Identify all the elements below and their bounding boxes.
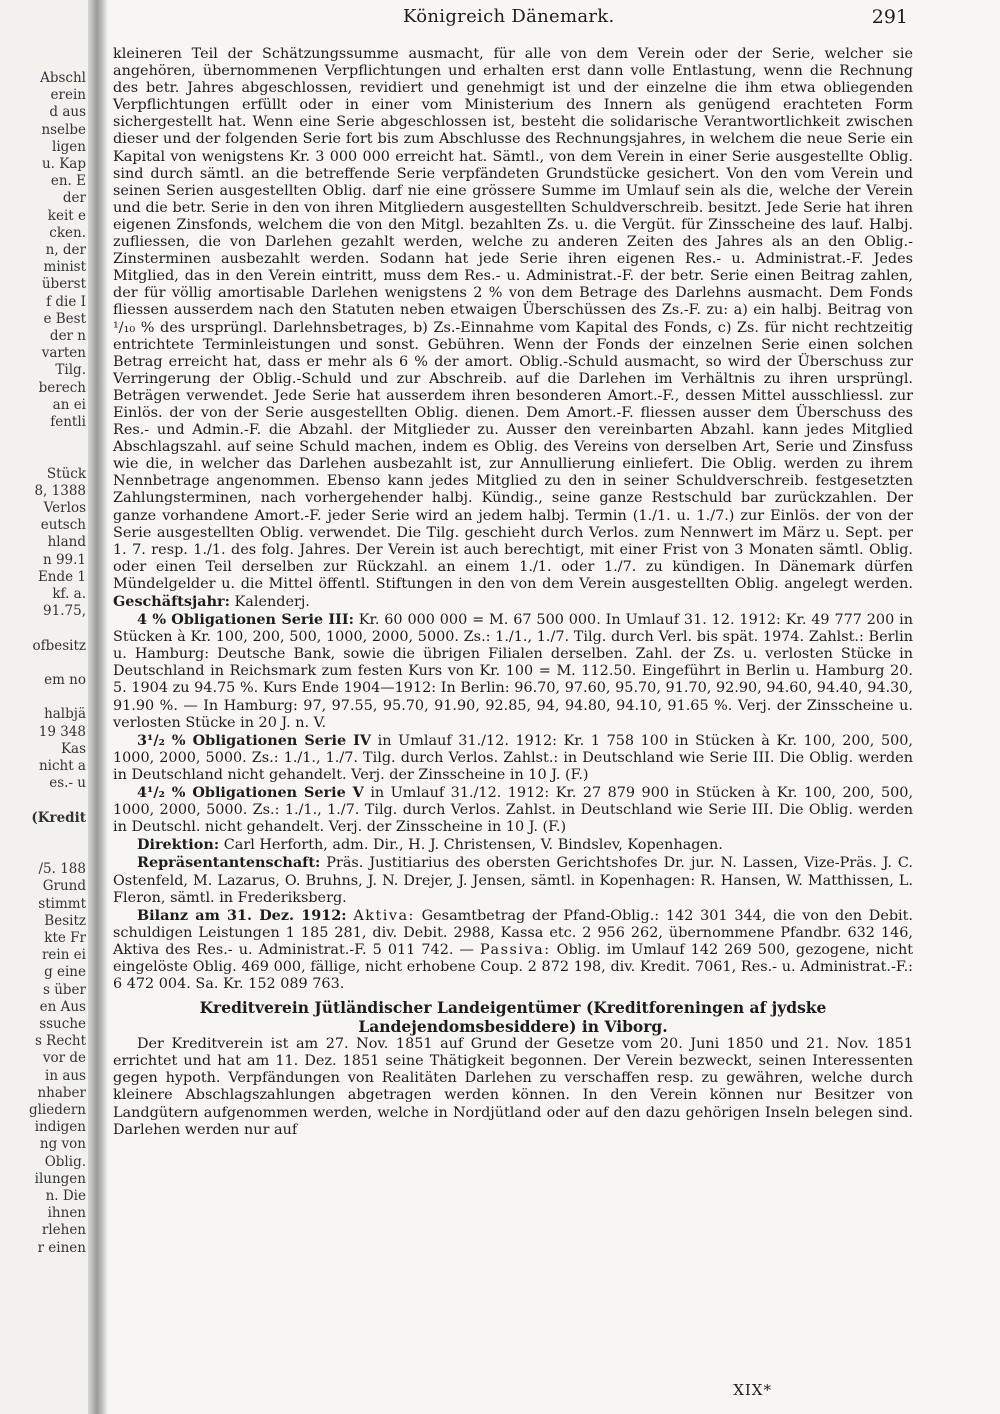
facing-page-fragment: nhaber: [37, 1084, 86, 1101]
facing-page-fragment: stimmt: [38, 895, 86, 912]
facing-page-fragment: keit e: [47, 207, 86, 224]
facing-page-fragment: kf. a.: [52, 586, 86, 602]
facing-page-fragment: gliedern: [28, 1102, 86, 1118]
facing-page-fragment: nselbe: [41, 121, 86, 138]
paragraph-bilanz: [113, 907, 913, 993]
repraesentanten-label: Repräsentantenschaft:: [137, 854, 321, 872]
bilanz-label: Bilanz am 31. Dez. 1912:: [137, 906, 347, 924]
facing-page-fragment: n 99.1: [42, 551, 86, 568]
paragraph-series-v: [113, 784, 913, 836]
facing-page-fragment: 19 348: [38, 723, 86, 740]
facing-page-fragment: en. E: [50, 173, 86, 190]
facing-page-fragment: hland: [47, 534, 86, 551]
facing-page-fragment: Besitz: [44, 912, 86, 929]
facing-page-fragment: varten: [41, 345, 86, 362]
facing-page-fragment: kte Fr: [44, 930, 86, 946]
facing-page-fragment: f die I: [46, 293, 86, 310]
facing-page-fragment: ssuche: [39, 1016, 86, 1032]
facing-page-fragment: halbjä: [44, 706, 86, 723]
facing-page-fragment: Abschl: [40, 70, 86, 86]
series-iv-heading: 3¹/₂ % Obligationen Serie IV: [137, 731, 372, 749]
section-title-line-1: Kreditverein Jütländischer Landeigentümer (Kreditforeningen af jydske: [199, 998, 827, 1018]
facing-page-fragment: (Kredit: [31, 809, 86, 826]
facing-page-fragment: berech: [38, 379, 86, 396]
series-iii-heading: 4 % Obligationen Serie III:: [137, 611, 354, 629]
facing-page-fragment: fentli: [50, 414, 86, 430]
page-number: 291: [871, 6, 908, 28]
facing-page-fragment: 91.75,: [43, 603, 86, 620]
facing-page-fragment: vor de: [42, 1050, 86, 1067]
facing-page-fragment: es.- u: [49, 775, 86, 792]
facing-page-strip: [0, 0, 92, 1414]
facing-page-fragment: in aus: [45, 1067, 86, 1084]
passiva-text: Oblig. im Umlauf 142 269 500, gezogene, nicht eingelöste Oblig. 469 000, fällige, nicht erhobene Coup. 2 872 198, div. Kredit. 7061, Res.- u. Administrat.-F.: 6 472 004. Sa. Kr. 152 089 763.: [113, 941, 914, 993]
series-v-text: in Umlauf 31./12. 1912: Kr. 27 879 900 in Stücken à Kr. 100, 200, 500, 1000, 2000, 5000. Zs.: 1./1., 1./7. Tilg. durch Verlos. Zahlst. in Deutschland wie Serie III. Die Oblig. werden in Deutschl. nicht gehandelt. Verj. der Zinsscheine in 10 J. (F.): [113, 785, 914, 836]
printer-signature: XIX*: [733, 1381, 772, 1399]
facing-page-fragment: Stück: [46, 465, 86, 482]
facing-page-fragment: Oblig.: [44, 1153, 86, 1170]
facing-page-fragment: indigen: [34, 1119, 86, 1136]
facing-page-fragment: s Recht: [34, 1033, 86, 1050]
paragraph-statutes-text: kleineren Teil der Schätzungssumme ausmacht, für alle von dem Verein oder der Serie, welcher sie angehören, übernommenen Verpflichtungen und erhalten erst dann volle Entlastung, wenn die Rechnung des betr. Jahres abgeschlossen, revidiert und genehmigt ist und der einzelne die ihm etwa obliegenden Verpflichtungen erfüllt oder in einer vom Ministerium des Innern als genügend erachteten Form sichergestellt hat. Wenn eine Serie abgeschlossen ist, besteht die solidarische Verantwortlichkeit zwischen dieser und der folgenden Serie fort bis zum Abschlusse des Rechnungsjahres, in welchem die neue Serie ein Kapital von wenigstens Kr. 3 000 000 erreicht hat. Sämtl., von dem Verein in einer Serie ausgestellte Oblig. sind durch sämtl. an die betreffende Serie verpfändeten Grundstücke gesichert. Von den vom Verein und seinen Serien ausgestellten Oblig. darf nie eine grössere Summe im Umlauf sein als die, welche der Verein und die betr. Serie in den von ihren Mitgliedern ausgestellten Schuldverschreib. besitzt. Jede Serie hat ihren eigenen Zinsfonds, welchem die von den Mitgl. bezahlten Zs. u. die Vergüt. für Zinsscheine des lauf. Halbj. zufliessen, die von Darlehen gezahlt werden, welche zu anderen Zeiten des Jahres als an den Oblig.-Zinsterminen ausbezahlt werden. Sodann hat jede Serie ihren eigenen Res.- u. Administrat.-F. Jedes Mitglied, das in den Verein eintritt, muss dem Res.- u. Administrat.-F. der betr. Serie einen Beitrag zahlen, der für völlig amortisable Darlehen wenigstens 2 % von dem Betrage des Darlehns ausmacht. Dem Fonds fliessen ausserdem nach den Statuten neben etwaigen Überschüssen des Zs.-F. zu: a) ein halbj. Beitrag von ¹/₁₀ % des ursprüngl. Darlehnsbetrages, b) Zs.-Einnahme vom Kapital des Fonds, c) Zs. für nicht rechtzeitig entrichtete Terminleistungen und sonst. Gebühren. Wenn der Fonds der einzelnen Serie einen solchen Betrag erreicht hat, dass er mehr als 6 % der amort. Oblig.-Schuld ausmacht, so wird der Überschuss zur Verringerung der Oblig.-Schuld und zur Abschreib. auf die Darlehen im Verhältnis zu ihren ursprüngl. Beträgen verwendet. Jede Serie hat ausserdem ihren besonderen Amort.-F., dessen Mittel ausschliessl. zur Einlös. der von der Serie ausgestellten Oblig. dienen. Dem Amort.-F. fliessen ausser dem Überschuss des Res.- und Admin.-F. die Abzahl. der Mitglieder zu. Ausser den vereinbarten Abzahl. kann jedes Mitglied Abschlagszahl. auf seine Schuld machen, indem es Oblig. des Vereins von derselben Art, Serie und Zinsfuss wie die, in welcher das Darlehen ausbezahlt ist, zur Annullierung einliefert. Die Oblig. werden zu ihrem Nennbetrage angenommen. Ebenso kann jedes Mitglied zu den in seiner Schuldverschreib. festgesetzten Zahlungsterminen, nach vorhergehender halbj. Kündig., seine ganze Restschuld bar zurückzahlen. Der ganze vorhandene Amort.-F. jeder Serie wird an jedem halbj. Termin (1./1. u. 1./7.) zur Einlös. der von der Serie ausgestellten Oblig. verwendet. Die Tilg. geschieht durch Verlos. zum Nennwert im März u. Sept. per 1. 7. resp. 1./1. des folg. Jahres. Der Verein ist auch berechtigt, mit einer Frist von 3 Monaten sämtl. Oblig. oder einen Teil derselben zur Rückzahl. an einem 1./1. oder 1./7. zu kündigen. In Dänemark dürfen Mündelgelder u. die Mittel öffentl. Stiftungen in den von dem Verein ausgestellten Oblig. angelegt werden.: [113, 46, 913, 592]
facing-page-fragment: Ende 1: [37, 568, 86, 585]
facing-page-fragment: Kas: [60, 740, 86, 757]
paragraph-repraesentanten: [113, 854, 913, 906]
facing-page-fragment: an ei: [52, 396, 86, 413]
series-iv-text: in Umlauf 31./12. 1912: Kr. 1 758 100 in Stücken à Kr. 100, 200, 500, 1000, 2000, 5000. Zs.: 1./1., 1./7. Tilg. durch Verlos. Zahlst.: in Deutschland wie Serie III. Die Oblig. werden in Deutschland nicht gehandelt. Verj. der Zinsscheine in 10 J. (F.): [113, 732, 913, 783]
series-iii-text: Kr. 60 000 000 = M. 67 500 000. In Umlauf 31. 12. 1912: Kr. 49 777 200 in Stücken à Kr. 100, 200, 500, 1000, 2000, 5000. Zs.: 1./1., 1./7. Tilg. durch Verl. bis spät. 1974. Zahlst.: Berlin u. Hamburg: Deutsche Bank, sowie die übrigen Filialen derselben. Zahl. der Zs. u. verlosten Stücke in Deutschland in Reichsmark zum festen Kurs von Kr. 100 = M. 112.50. Eingeführt in Berlin u. Hamburg 20. 5. 1904 zu 94.75 %. Kurs Ende 1904—1912: In Berlin: 96.70, 97.60, 95.70, 91.70, 92.90, 94.60, 94.40, 94.30, 91.90 %. — In Hamburg: 97, 97.55, 95.70, 91.90, 92.85, 94, 94.80, 94.10, 91.65 %. Verj. der Zinsscheine u. verlosten Stücke in 20 J. n. V.: [113, 612, 913, 731]
paragraph-kreditverein-intro: Der Kreditverein ist am 27. Nov. 1851 auf Grund der Gesetze vom 20. Juni 1850 und 21. Nov. 1851 errichtet und hat am 11. Dez. 1851 seine Thätigkeit begonnen. Der Verein bezweckt, seinen Interessenten gegen hypoth. Verpfändungen von Realitäten Darlehen zu verschaffen resp. zu gewähren, welche durch kleinere Abschlagszahlungen abgetragen werden können. In den Verein können nur Besitzer von Landgütern aufgenommen werden, welche in Nordjütland oder auf den dazu gehörigen Inseln belegen sind. Darlehen werden nur auf: [113, 1036, 913, 1138]
facing-page-fragment: der: [62, 190, 86, 207]
paragraph-direktion: [113, 836, 913, 854]
facing-page-fragment: ihnen: [47, 1205, 86, 1222]
paragraph-series-iii: [113, 611, 913, 732]
facing-page-fragment: eutsch: [40, 517, 86, 534]
facing-page-fragment: em no: [44, 672, 86, 688]
facing-page-fragment: ilungen: [34, 1170, 86, 1187]
series-v-heading: 4¹/₂ % Obligationen Serie V: [137, 784, 364, 802]
facing-page-fragment: g eine: [44, 964, 86, 981]
fiscal-year-label: Geschäftsjahr:: [113, 593, 230, 610]
facing-page-fragment: cken.: [49, 224, 86, 241]
facing-page-fragment: ng von: [39, 1136, 86, 1153]
direktion-label: Direktion:: [137, 836, 220, 854]
facing-page-fragment: überst: [41, 276, 86, 293]
aktiva-text: Gesamtbetrag der Pfand-Oblig.: 142 301 344, die von den Debit. schuldigen Leistungen 1 185 281, div. Debit. 2988, Kassa etc. 2 956 262, übernommene Pfandbr. 632 146, Aktiva des Res.- u. Administrat.-F. 5 011 742. —: [113, 907, 914, 958]
passiva-label: Passiva:: [480, 941, 551, 958]
facing-page-fragment: der n: [49, 328, 86, 344]
facing-page-fragment: r einen: [37, 1239, 86, 1256]
repraesentanten-text: Präs. Justitiarius des obersten Gerichtshofes Dr. jur. N. Lassen, Vize-Präs. J. C. Ostenfeld, M. Lazarus, O. Bruhns, J. N. Drejer, J. Jensen, sämtl. in Kopenhagen: R. Hansen, W. Matthissen, L. Fleron, sämtl. in Frederiksberg.: [113, 855, 913, 906]
facing-page-fragment: rein ei: [41, 947, 86, 964]
direktion-text: Carl Herforth, adm. Dir., H. J. Christensen, V. Bindslev, Kopenhagen.: [223, 837, 723, 854]
facing-page-fragment: nicht a: [38, 758, 86, 774]
facing-page-fragment: Grund: [42, 878, 86, 895]
facing-page-fragment: Tilg.: [55, 362, 86, 379]
facing-page-fragment: /5. 188: [38, 861, 86, 878]
facing-page-fragment: en Aus: [39, 998, 86, 1015]
facing-page-fragment: minist: [43, 259, 86, 276]
facing-page-fragment: n. Die: [45, 1188, 86, 1204]
facing-page-fragment: erein: [50, 87, 86, 104]
facing-page-fragment: e Best: [43, 310, 86, 327]
fiscal-year-value: Kalenderj.: [234, 594, 310, 610]
section-title-line-2: Landejendomsbesiddere) in Viborg.: [358, 1017, 668, 1037]
facing-page-fragment: n, der: [45, 242, 86, 258]
facing-page-fragment: 8, 1388: [34, 482, 86, 499]
aktiva-label: Aktiva:: [353, 907, 415, 924]
facing-page-fragment: ligen: [52, 138, 86, 155]
facing-page-fragment: rlehen: [41, 1222, 86, 1239]
paragraph-statutes: [113, 46, 913, 611]
main-text-block: [113, 46, 913, 1139]
facing-page-fragment: s über: [43, 981, 86, 998]
paragraph-series-iv: [113, 732, 913, 784]
page-gutter: [88, 0, 108, 1414]
facing-page-fragment: Verlos: [43, 500, 86, 516]
section-title: [113, 998, 913, 1036]
facing-page-fragment: ofbesitz: [32, 637, 86, 654]
facing-page-fragment: d aus: [49, 104, 86, 121]
running-header-title: Königreich Dänemark.: [403, 6, 615, 27]
facing-page-fragment: u. Kap: [41, 156, 86, 172]
